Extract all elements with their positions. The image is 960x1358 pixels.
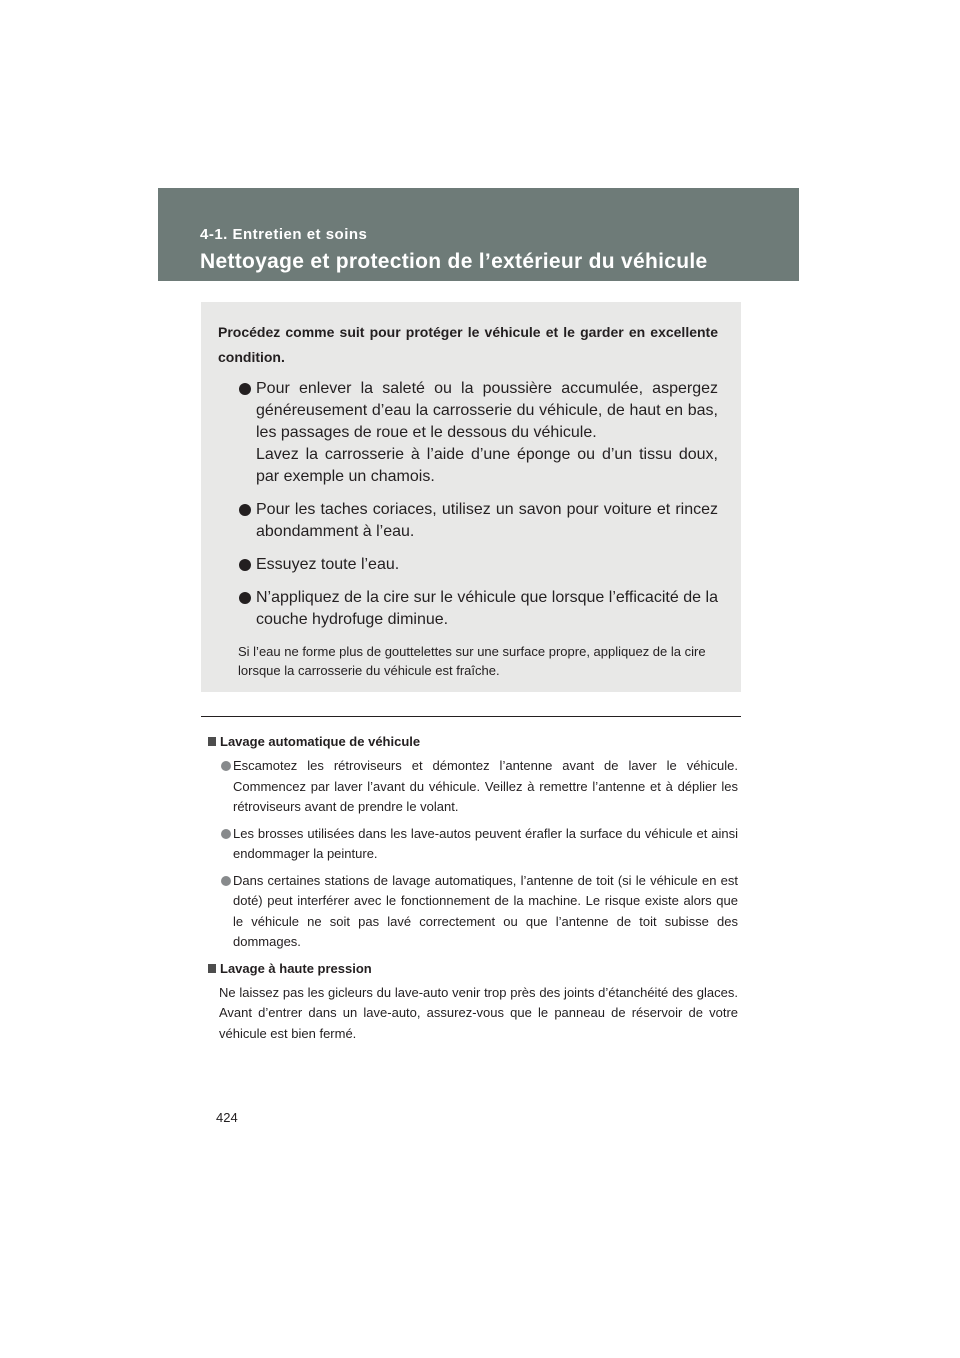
list-item <box>208 824 738 865</box>
section-divider <box>201 716 741 717</box>
bullet-icon <box>221 876 231 886</box>
section-label: 4-1. Entretien et soins <box>200 226 368 243</box>
notes-section <box>208 732 738 1044</box>
list-item-text: Lavez la carrosserie à l’aide d’une éponge ou d’un tissu doux, par exemple un chamois. <box>256 446 718 485</box>
automatic-wash-list <box>208 756 738 953</box>
bullet-icon <box>239 504 251 516</box>
square-bullet-icon <box>208 737 216 746</box>
sub-heading-high-pressure <box>208 959 738 979</box>
page-number: 424 <box>216 1110 238 1125</box>
list-item-text: Pour enlever la saleté ou la poussière accumulée, aspergez généreusement d’eau la carrosserie du véhicule, de haut en bas, les passages de roue et le dessous du véhicule. <box>256 380 718 441</box>
bullet-icon <box>221 829 231 839</box>
bullet-icon <box>239 559 251 571</box>
square-bullet-icon <box>208 964 216 973</box>
list-item <box>208 871 738 953</box>
high-pressure-text: Ne laissez pas les gicleurs du lave-auto venir trop près des joints d’étanchéité des glaces. Avant d’entrer dans un lave-auto, assurez-vous que le panneau de réservoir de votre véhicule est bien fermé. <box>219 984 738 1041</box>
sub-heading-text: Lavage automatique de véhicule <box>220 734 421 749</box>
chapter-header <box>158 188 799 281</box>
list-item-text: Les brosses utilisées dans les lave-autos peuvent érafler la surface du véhicule et ainsi endommager la peinture. <box>233 825 738 861</box>
list-item-text: Essuyez toute l’eau. <box>256 556 400 573</box>
list-item <box>208 756 738 818</box>
list-item <box>218 554 718 576</box>
list-item-text: Pour les taches coriaces, utilisez un savon pour voiture et rincez abondamment à l’eau. <box>256 501 718 540</box>
wax-note: Si l’eau ne forme plus de gouttelettes sur une surface propre, appliquez de la cire lorsque la carrosserie du véhicule est fraîche. <box>238 644 706 678</box>
intro-box <box>201 302 741 692</box>
procedure-list <box>218 378 718 631</box>
bullet-icon <box>221 761 231 771</box>
bullet-icon <box>239 383 251 395</box>
list-item-text: N’appliquez de la cire sur le véhicule que lorsque l’efficacité de la couche hydrofuge diminue. <box>256 589 718 628</box>
bullet-icon <box>239 592 251 604</box>
list-item-text: Dans certaines stations de lavage automatiques, l’antenne de toit (si le véhicule en est doté) peut interférer avec le fonctionnement de la machine. Le risque existe alors que le véhicule ne soit pas lavé correctement ou que l’antenne de toit subisse des dommages. <box>233 872 738 949</box>
page-title: Nettoyage et protection de l’extérieur du véhicule <box>200 250 708 273</box>
list-item <box>218 587 718 631</box>
list-item <box>218 378 718 488</box>
list-item <box>218 499 718 543</box>
sub-heading-text: Lavage à haute pression <box>220 960 372 976</box>
list-item-text: Escamotez les rétroviseurs et démontez l’antenne avant de laver le véhicule. Commencez par laver l’avant du véhicule. Veillez à remettre l’antenne et à déplier les rétroviseurs avant de prendre le volant. <box>233 758 738 814</box>
intro-lead: Procédez comme suit pour protéger le véhicule et le garder en excellente condition. <box>218 324 718 365</box>
sub-heading-automatic-wash <box>208 732 738 752</box>
